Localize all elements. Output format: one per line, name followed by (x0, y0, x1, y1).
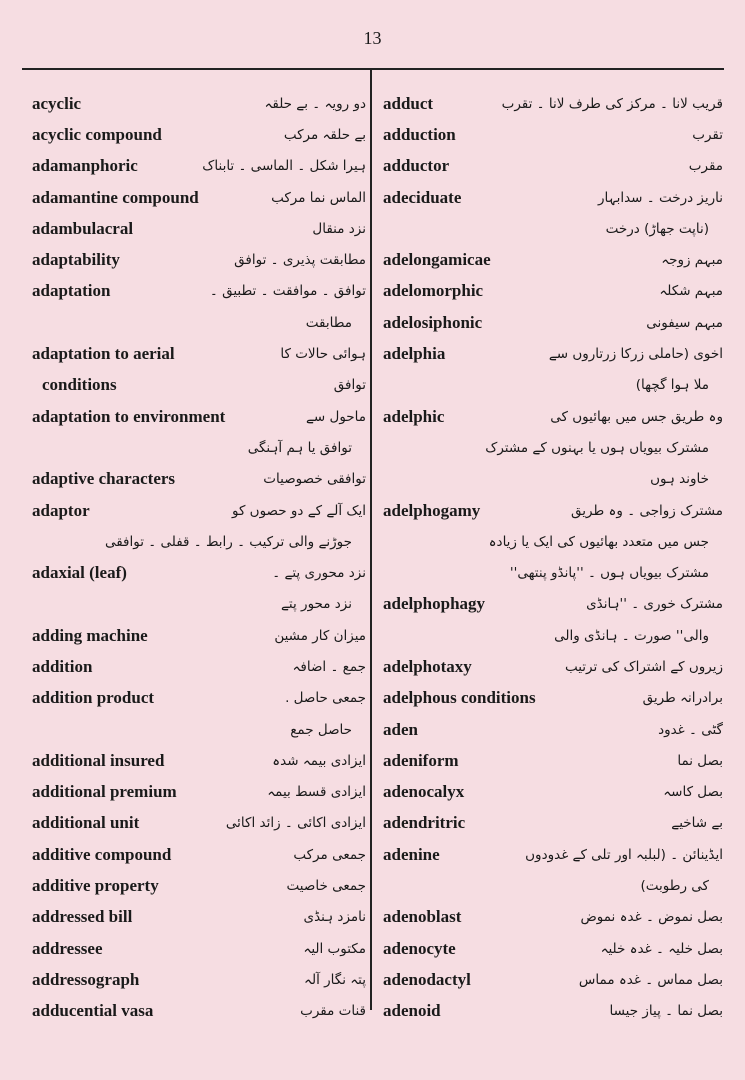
dictionary-entry (32, 88, 366, 119)
entry-term: adaxial (leaf) (32, 563, 127, 583)
entry-translation: میزان کار مشین (274, 627, 366, 644)
dictionary-entry (32, 244, 366, 275)
dictionary-entry (32, 557, 366, 620)
entry-line (32, 307, 366, 338)
dictionary-entry (383, 495, 723, 589)
entry-line (383, 151, 723, 182)
entry-term: adelphia (383, 344, 446, 364)
entry-translation: ماحول سے (306, 408, 366, 425)
entry-line (32, 495, 366, 526)
entry-translation: جس میں متعدد بھائیوں کی ایک یا زیادہ (488, 533, 709, 550)
entry-translation: بے شاخیے (671, 815, 723, 832)
dictionary-entry (383, 745, 723, 776)
entry-translation: نزد محوری پتے ۔ (272, 565, 366, 582)
entry-translation: والی'' صورت ۔ ہانڈی والی (554, 627, 709, 644)
entry-translation: برادرانہ طریق (642, 690, 723, 707)
entry-term: adaptor (32, 500, 90, 520)
entry-line (32, 933, 366, 964)
entry-term: adenine (383, 844, 440, 864)
dictionary-entry (383, 244, 723, 275)
entry-line (32, 557, 366, 588)
dictionary-entry (32, 870, 366, 901)
entry-translation: بصل نما ۔ پیاز جیسا (609, 1003, 723, 1020)
entry-translation: اخوی (حاملی زرکا زرتاروں سے (548, 346, 723, 363)
entry-line (32, 808, 366, 839)
entry-translation: تقرب (692, 126, 723, 143)
entry-term: adendritric (383, 813, 466, 833)
entry-translation: ایزادی اکائی ۔ زائد اکائی (225, 815, 366, 832)
entry-translation: بصل کاسہ (663, 784, 723, 801)
entry-translation: بصل نموض ۔ غدہ نموض (580, 909, 723, 926)
dictionary-entry (32, 839, 366, 870)
dictionary-entry (32, 464, 366, 495)
entry-term: aden (383, 719, 418, 739)
entry-translation: مبہم شکلہ (659, 283, 723, 300)
entry-term: additional insured (32, 750, 165, 770)
entry-translation: دو رویہ ۔ بے حلقہ (264, 95, 366, 112)
column-divider (370, 70, 372, 1010)
entry-translation: حاصل جمع (290, 721, 352, 738)
dictionary-entry (32, 213, 366, 244)
dictionary-entry (383, 119, 723, 150)
entry-translation: جمع ۔ اضافہ (292, 658, 366, 675)
entry-line (383, 839, 723, 870)
dictionary-entry (32, 182, 366, 213)
entry-translation: جمعی حاصل . (285, 690, 366, 707)
entry-term: adelphogamy (383, 500, 481, 520)
entry-term: adaptive characters (32, 469, 176, 489)
entry-line (383, 401, 723, 432)
entry-translation: جوڑنے والی ترکیب ۔ رابط ۔ قفلی ۔ توافقی (104, 533, 352, 550)
entry-translation: پتہ نگار آلہ (304, 971, 366, 988)
dictionary-entry (32, 808, 366, 839)
dictionary-entry (383, 338, 723, 401)
dictionary-entry (383, 307, 723, 338)
entry-translation: توافقی خصوصیات (263, 471, 366, 488)
entry-term: adaptation (32, 281, 111, 301)
entry-term: adenocalyx (383, 782, 465, 802)
dictionary-entry (32, 495, 366, 558)
dictionary-entry (32, 683, 366, 746)
entry-term: adelphotaxy (383, 656, 472, 676)
entry-term: adaptation to aerial (32, 344, 175, 364)
entry-term: adenoid (383, 1001, 441, 1021)
entry-term: additive compound (32, 844, 172, 864)
entry-term: adelphous conditions (383, 688, 536, 708)
entry-translation: نامزد ہنڈی (303, 909, 366, 926)
entry-translation: جمعی مرکب (293, 846, 366, 863)
dictionary-entry (32, 651, 366, 682)
entry-translation: توافق ۔ موافقت ۔ تطبیق ۔ (209, 283, 366, 300)
entry-line (383, 808, 723, 839)
entry-line (383, 276, 723, 307)
entry-term: adeciduate (383, 187, 462, 207)
entry-translation: ایزادی قسط بیمہ (267, 784, 366, 801)
entry-translation: مشترک زواجی ۔ وہ طریق (571, 502, 723, 519)
dictionary-entry (32, 119, 366, 150)
entry-line (383, 464, 723, 495)
entry-line (383, 589, 723, 620)
entry-line (383, 933, 723, 964)
entry-translation: بصل خلیہ ۔ غدہ خلیہ (600, 940, 723, 957)
entry-translation: مشترک خوری ۔ ''ہانڈی (586, 596, 723, 613)
entry-line (32, 370, 366, 401)
dictionary-entry (383, 683, 723, 714)
entry-line (383, 996, 723, 1027)
entry-translation: مشترک بیویاں ہوں ۔ ''پانڈو پنتھی'' (509, 565, 709, 582)
entry-term: adamantine compound (32, 187, 199, 207)
entry-line (383, 651, 723, 682)
entry-translation: الماس نما مرکب (271, 189, 366, 206)
entry-translation: مطابقت (305, 314, 352, 331)
dictionary-entry (383, 808, 723, 839)
entry-line (32, 651, 366, 682)
entry-line (383, 432, 723, 463)
entry-term: adelosiphonic (383, 312, 483, 332)
entry-line (32, 244, 366, 275)
entry-term: addressograph (32, 969, 140, 989)
dictionary-entry (383, 88, 723, 119)
dictionary-entry (32, 151, 366, 182)
right-column (383, 88, 723, 1027)
entry-term: adductor (383, 156, 450, 176)
entry-term: adelphic (383, 406, 445, 426)
entry-term: adding machine (32, 625, 148, 645)
dictionary-entry (383, 151, 723, 182)
entry-line (32, 996, 366, 1027)
entry-line (383, 902, 723, 933)
entry-translation: ہوائی حالات کا (280, 346, 366, 363)
entry-translation: وہ طریق جس میں بھائیوں کی (550, 408, 723, 425)
dictionary-entry (383, 902, 723, 933)
entry-line (32, 88, 366, 119)
dictionary-entry (383, 651, 723, 682)
entry-term: adelomorphic (383, 281, 484, 301)
entry-term: adaptation to environment (32, 406, 226, 426)
entry-line (32, 777, 366, 808)
dictionary-entry (383, 714, 723, 745)
entry-term: acyclic (32, 93, 82, 113)
entry-line (383, 745, 723, 776)
entry-line (32, 683, 366, 714)
entry-term: addition product (32, 688, 155, 708)
entry-line (383, 714, 723, 745)
dictionary-entry (383, 777, 723, 808)
entry-translation: قنات مقرب (300, 1003, 366, 1020)
entry-term: adduct (383, 93, 434, 113)
entry-term: adamanphoric (32, 156, 138, 176)
dictionary-entry (32, 996, 366, 1027)
entry-line (383, 526, 723, 557)
entry-term: additional unit (32, 813, 140, 833)
entry-translation: نزد منقال (312, 220, 366, 237)
entry-line (32, 526, 366, 557)
entry-translation: مکتوب الیہ (303, 940, 366, 957)
dictionary-entry (32, 964, 366, 995)
entry-line (383, 213, 723, 244)
entry-translation: نزد محور پتے (281, 596, 352, 613)
entry-line (32, 276, 366, 307)
entry-term: acyclic compound (32, 124, 162, 144)
entry-line (32, 338, 366, 369)
entry-term: adenoblast (383, 907, 462, 927)
entry-term: addressee (32, 938, 103, 958)
entry-line (383, 119, 723, 150)
entry-translation: مبہم زوجہ (661, 252, 723, 269)
entry-translation: ایزادی بیمہ شدہ (272, 752, 366, 769)
entry-line (32, 119, 366, 150)
dictionary-entry (32, 933, 366, 964)
entry-line (383, 307, 723, 338)
entry-line (32, 714, 366, 745)
entry-line (32, 432, 366, 463)
entry-translation: مشترک بیویاں ہوں یا بہنوں کے مشترک (485, 439, 709, 456)
entry-line (32, 401, 366, 432)
entry-line (32, 151, 366, 182)
entry-line (383, 88, 723, 119)
entry-term: conditions (42, 375, 117, 395)
entry-translation: جمعی خاصیت (286, 878, 366, 895)
dictionary-entry (32, 276, 366, 339)
dictionary-entry (383, 276, 723, 307)
entry-line (32, 964, 366, 995)
dictionary-entry (32, 338, 366, 401)
dictionary-entry (383, 182, 723, 245)
entry-translation: توافق یا ہم آہنگی (247, 439, 352, 456)
dictionary-entry (383, 964, 723, 995)
dictionary-entry (383, 589, 723, 652)
entry-line (32, 620, 366, 651)
entry-line (383, 557, 723, 588)
dictionary-entry (383, 996, 723, 1027)
dictionary-entry (383, 839, 723, 902)
entry-term: adaptability (32, 250, 120, 270)
entry-term: adelongamicae (383, 250, 491, 270)
entry-line (32, 870, 366, 901)
entry-translation: ایڈینائن ۔ (لبلبہ اور تلی کے غدودوں (525, 846, 723, 863)
entry-term: adducential vasa (32, 1001, 154, 1021)
entry-translation: مقرب (688, 158, 723, 175)
entry-translation: کی رطوبت) (640, 878, 709, 895)
entry-translation: مبہم سیفونی (646, 314, 723, 331)
entry-translation: ایک آلے کے دو حصوں کو (231, 502, 366, 519)
dictionary-entry (32, 620, 366, 651)
dictionary-entry (383, 933, 723, 964)
entry-line (383, 777, 723, 808)
entry-translation: (ناپت جھاڑ) درخت (605, 220, 709, 237)
entry-translation: گٹی ۔ غدود (658, 721, 723, 738)
dictionary-entry (32, 902, 366, 933)
left-column (32, 88, 366, 1027)
entry-term: adduction (383, 124, 456, 144)
entry-line (32, 902, 366, 933)
entry-translation: قریب لانا ۔ مرکز کی طرف لانا ۔ تقرب (501, 95, 723, 112)
entry-line (32, 839, 366, 870)
entry-line (383, 495, 723, 526)
dictionary-entry (383, 401, 723, 495)
entry-term: adenodactyl (383, 969, 471, 989)
dictionary-entry (32, 401, 366, 464)
entry-term: addressed bill (32, 907, 133, 927)
entry-line (383, 870, 723, 901)
entry-term: additional premium (32, 782, 177, 802)
entry-translation: ناریز درخت ۔ سدابہار (598, 189, 723, 206)
entry-translation: بے حلقہ مرکب (283, 126, 366, 143)
entry-term: adelphophagy (383, 594, 486, 614)
page-number: 13 (363, 28, 382, 48)
entry-translation: ہیرا شکل ۔ الماسی ۔ تابناک (202, 158, 366, 175)
entry-translation: ملا ہوا گچھا) (635, 377, 709, 394)
dictionary-entry (32, 745, 366, 776)
entry-term: additive property (32, 876, 159, 896)
entry-translation: توافق (333, 377, 366, 394)
entry-term: adambulacral (32, 218, 134, 238)
entry-line (32, 589, 366, 620)
entry-line (32, 745, 366, 776)
entry-line (383, 964, 723, 995)
entry-line (32, 182, 366, 213)
entry-term: adenocyte (383, 938, 456, 958)
entry-translation: زیروں کے اشتراک کی ترتیب (564, 658, 723, 675)
entry-term: addition (32, 656, 93, 676)
entry-line (383, 244, 723, 275)
entry-term: adeniform (383, 750, 459, 770)
entry-line (383, 370, 723, 401)
dictionary-entry (32, 777, 366, 808)
top-rule (22, 68, 724, 70)
entry-line (383, 620, 723, 651)
entry-line (32, 213, 366, 244)
entry-translation: خاوند ہوں (650, 471, 709, 488)
entry-line (383, 338, 723, 369)
entry-line (383, 683, 723, 714)
entry-line (383, 182, 723, 213)
entry-translation: بصل مماس ۔ غدہ مماس (578, 971, 723, 988)
entry-translation: مطابقت پذیری ۔ توافق (234, 252, 366, 269)
entry-line (32, 464, 366, 495)
entry-translation: بصل نما (677, 752, 723, 769)
